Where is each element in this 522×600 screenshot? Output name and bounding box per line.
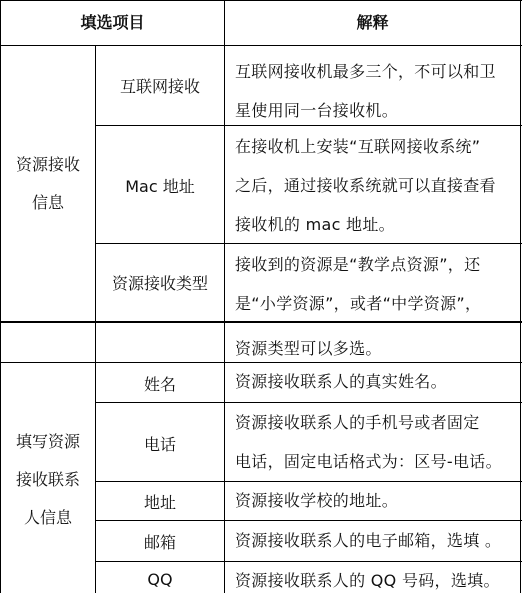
desc-phone <box>225 403 520 481</box>
desc-resource-type <box>225 245 520 368</box>
desc-qq <box>225 561 520 600</box>
desc-line: 资源接收联系人的电子邮箱，选填 。 <box>235 531 502 550</box>
desc-email <box>225 521 520 560</box>
table-border-right <box>520 0 521 593</box>
item-resource-type: 资源接收类型 <box>111 274 208 293</box>
desc-line: 资源类型可以多选。 <box>235 339 382 358</box>
desc-name <box>225 362 520 401</box>
desc-line: 在接收机上安装“互联网接收系统” <box>235 137 481 156</box>
section-title-contact-info <box>1 423 95 537</box>
desc-line: 电话，固定电话格式为：区号-电话。 <box>235 452 502 471</box>
section-title-line: 人信息 <box>23 508 72 527</box>
desc-line: 资源接收学校的地址。 <box>235 491 399 510</box>
item-qq: QQ <box>147 570 173 589</box>
desc-line: 星使用同一台接收机。 <box>235 101 399 120</box>
item-name: 姓名 <box>143 375 176 394</box>
header-description-column: 解释 <box>356 13 389 32</box>
desc-line: 资源接收联系人的 QQ 号码，选填。 <box>235 571 500 590</box>
desc-line: 是“小学资源”，或者“中学资源”， <box>235 294 482 313</box>
item-email: 邮箱 <box>143 533 176 552</box>
section-title-line: 信息 <box>31 193 64 212</box>
item-address: 地址 <box>143 493 176 512</box>
desc-line: 之后，通过接收系统就可以直接查看 <box>235 176 496 195</box>
desc-line: 接收机的 mac 地址。 <box>235 215 395 234</box>
desc-internet-receive <box>225 52 520 130</box>
section-title-receive-info <box>1 146 95 222</box>
item-phone: 电话 <box>143 435 176 454</box>
item-mac-address: Mac 地址 <box>125 177 195 196</box>
desc-line: 资源接收联系人的手机号或者固定 <box>235 413 480 432</box>
header-item-column: 填选项目 <box>80 13 145 32</box>
desc-line: 互联网接收机最多三个，不可以和卫 <box>235 62 496 81</box>
section-title-line: 填写资源 <box>15 432 80 451</box>
desc-line: 资源接收联系人的真实姓名。 <box>235 372 447 391</box>
section-title-line: 接收联系 <box>15 470 80 489</box>
desc-mac-address <box>225 127 520 244</box>
desc-address <box>225 481 520 520</box>
item-internet-receive: 互联网接收 <box>119 77 200 96</box>
header-divider <box>0 45 522 46</box>
desc-line: 接收到的资源是“教学点资源”，还 <box>235 255 481 274</box>
section-title-line: 资源接收 <box>15 155 80 174</box>
